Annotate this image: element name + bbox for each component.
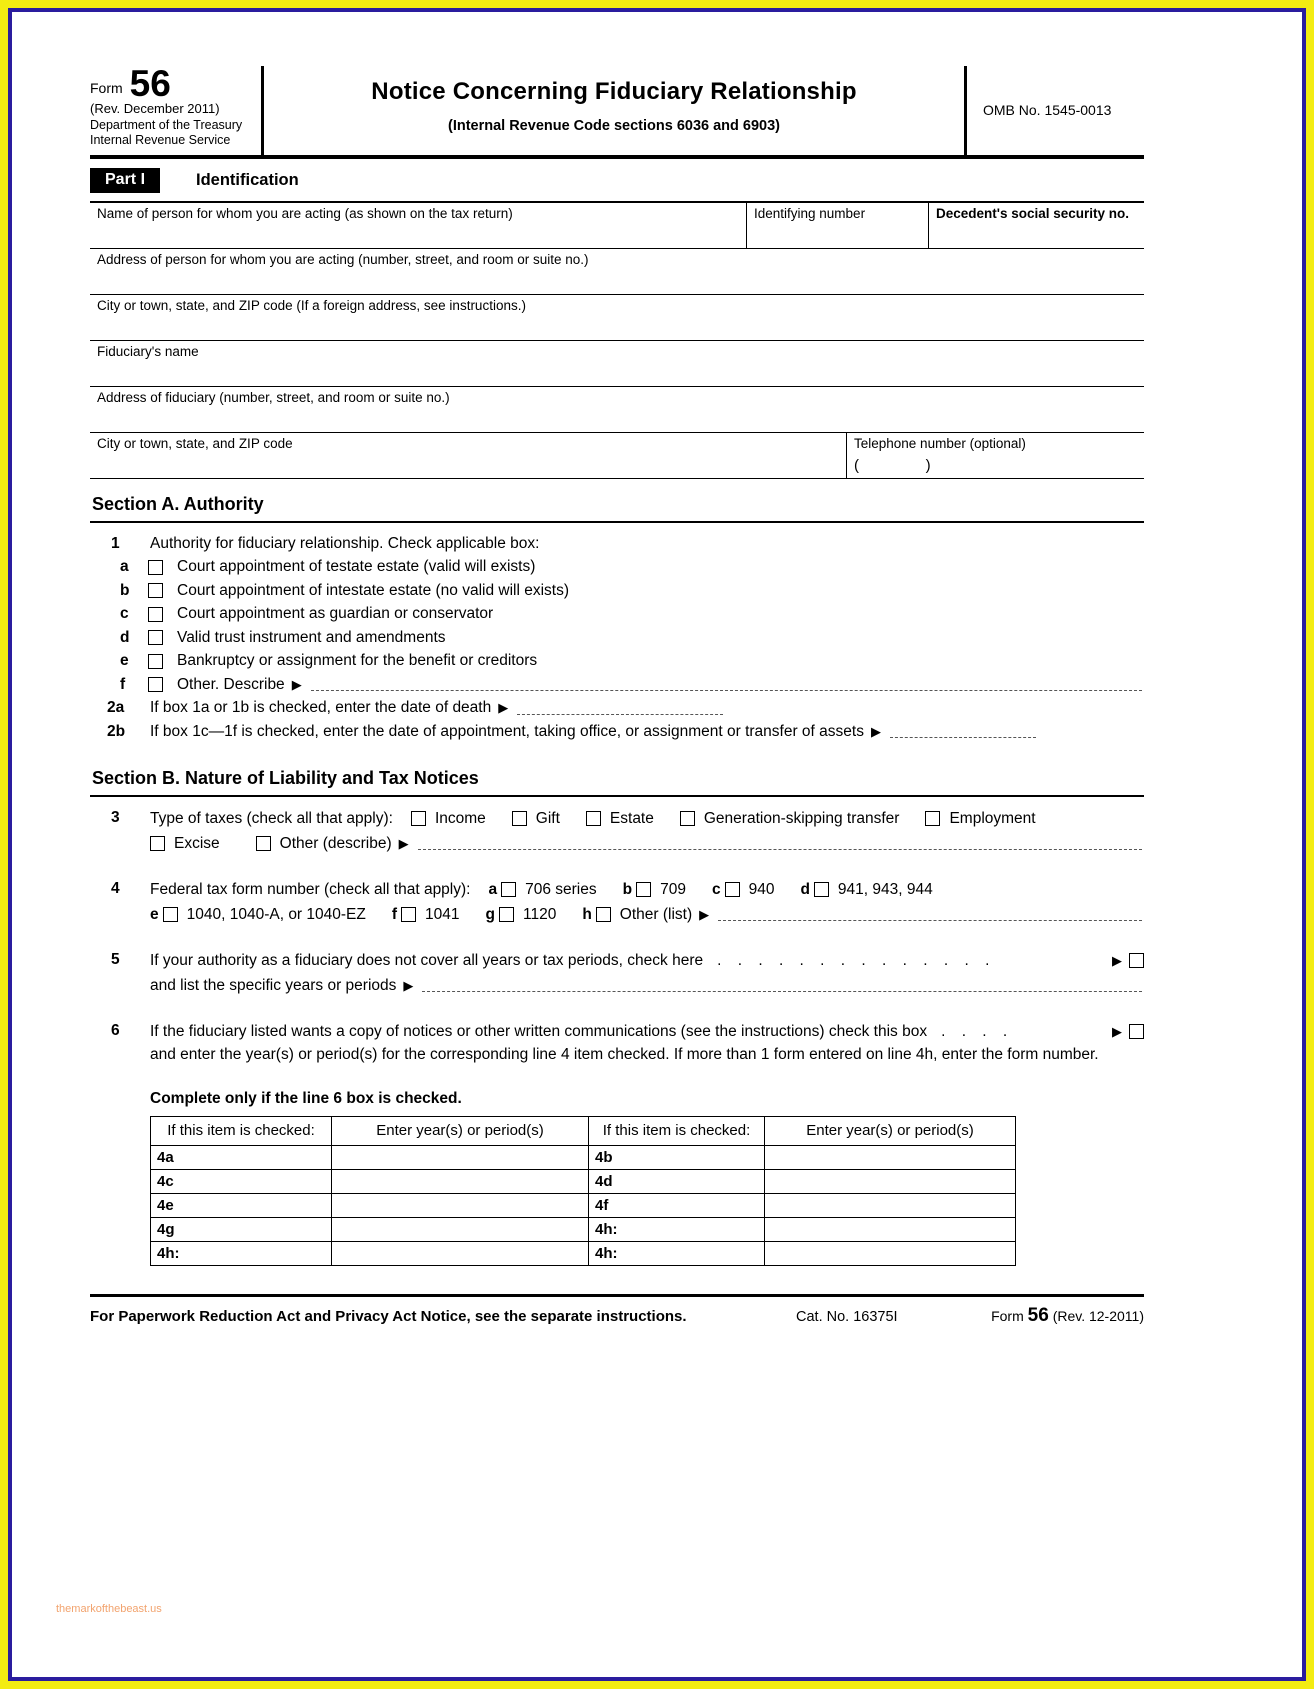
section-b-heading: Section B. Nature of Liability and Tax Notices — [90, 753, 1144, 797]
form-letter-e: e — [150, 906, 159, 924]
option-letter-b: b — [120, 581, 130, 599]
line-4 — [90, 877, 1144, 927]
line-6-number: 6 — [111, 1022, 120, 1040]
tax-option-income — [411, 806, 486, 831]
line-2b — [90, 720, 1144, 744]
table-caption: Complete only if the line 6 box is checked. — [150, 1090, 462, 1108]
form-label-a: 706 series — [525, 881, 597, 899]
part1-header — [90, 168, 1144, 193]
form-title-block — [264, 66, 964, 155]
authority-option-c — [90, 602, 1144, 626]
checkbox-estate[interactable] — [586, 811, 601, 826]
section-b-body — [90, 797, 1144, 1266]
identifying-number-field[interactable] — [746, 203, 928, 248]
watermark: themarkofthebeast.us — [56, 1603, 162, 1615]
table-header-row — [151, 1117, 1016, 1146]
id-row-3 — [90, 295, 1144, 341]
telephone-label: Telephone number (optional) — [854, 435, 1026, 451]
form-subtitle: (Internal Revenue Code sections 6036 and 6903) — [447, 118, 780, 134]
footer-form-number: 56 — [1027, 1305, 1049, 1327]
service-label: Internal Revenue Service — [90, 133, 231, 148]
table-row — [151, 1170, 1016, 1194]
item-cell-4h: 4h: — [589, 1218, 765, 1242]
tax-label-estate: Estate — [609, 810, 654, 828]
form-letter-g: g — [485, 906, 495, 924]
line-1-text: Authority for fiduciary relationship. Check applicable box: — [150, 534, 540, 552]
line-4-number: 4 — [111, 880, 120, 898]
item-cell-4c: 4c — [151, 1170, 332, 1194]
form-footer — [90, 1294, 1144, 1327]
item-cell-4d: 4d — [589, 1170, 765, 1194]
line-2a — [90, 696, 1144, 720]
table-row — [151, 1242, 1016, 1266]
form-sheet — [8, 8, 1306, 1681]
tax-option-excise — [150, 831, 220, 856]
form-number-line — [90, 63, 257, 104]
identification-grid — [90, 201, 1144, 479]
tax-label-other: Other (describe) — [279, 835, 392, 853]
decedent-ssn-label: Decedent's social security no. — [936, 205, 1130, 221]
line-2a-text: If box 1a or 1b is checked, enter the date of death — [150, 699, 492, 717]
line-4-label: Federal tax form number (check all that apply): — [150, 881, 471, 899]
line-5-row-1 — [150, 948, 1144, 973]
authority-option-d — [90, 626, 1144, 650]
years-periods-entry[interactable] — [422, 979, 1142, 992]
form-number: 56 — [129, 63, 171, 104]
other-form-entry[interactable] — [718, 908, 1142, 921]
form-letter-d: d — [800, 881, 810, 899]
checkbox-1b[interactable] — [148, 583, 163, 598]
tax-type-row-1 — [150, 806, 1144, 831]
line-5-text2: and list the specific years or periods — [150, 977, 397, 995]
tax-label-gst: Generation-skipping transfer — [703, 810, 900, 828]
line-1 — [90, 532, 1144, 556]
form-number-row-1 — [150, 877, 1144, 902]
year-entry-cell[interactable] — [332, 1146, 589, 1170]
option-label-f: Other. Describe — [177, 675, 285, 693]
form-letter-c: c — [711, 881, 721, 899]
checkbox-4f[interactable] — [401, 907, 416, 922]
line6-table — [150, 1116, 1016, 1266]
line-6-row-1 — [150, 1019, 1144, 1044]
fiduciary-name-label: Fiduciary's name — [97, 343, 199, 359]
authority-option-a — [90, 555, 1144, 579]
form-option-g — [486, 902, 557, 927]
option-letter-e: e — [120, 652, 129, 670]
form-letter-a: a — [488, 881, 498, 899]
item-cell-4g: 4g — [151, 1218, 332, 1242]
dot-leader: . . . . . . . . . . . . . . — [717, 952, 996, 970]
form-option-f — [392, 902, 460, 927]
form-option-e — [150, 902, 366, 927]
arrow-icon: ▶ — [398, 836, 409, 852]
checkbox-line5[interactable] — [1129, 953, 1144, 968]
year-entry-cell[interactable] — [765, 1218, 1016, 1242]
checkbox-4e[interactable] — [163, 907, 178, 922]
id-row-6 — [90, 433, 1144, 479]
line-3-body — [150, 806, 1144, 856]
table-row — [151, 1146, 1016, 1170]
checkbox-1f[interactable] — [148, 677, 163, 692]
id-row-2 — [90, 249, 1144, 295]
form-option-b — [623, 877, 686, 902]
line-1-number: 1 — [111, 534, 120, 552]
option-letter-a: a — [120, 558, 129, 576]
checkbox-4c[interactable] — [725, 882, 740, 897]
line-2b-text: If box 1c—1f is checked, enter the date of appointment, taking office, or assignment or transfer of assets — [150, 722, 864, 740]
line-6-text2: and enter the year(s) or period(s) for the corresponding line 4 item checked. If more than 1 form entered on line 4h, enter the form number. — [150, 1046, 1099, 1064]
form-option-a — [488, 877, 596, 902]
year-entry-cell[interactable] — [332, 1194, 589, 1218]
footer-form-word: Form — [991, 1308, 1024, 1325]
tax-option-gst — [680, 806, 900, 831]
checkbox-1d[interactable] — [148, 630, 163, 645]
date-of-death-entry[interactable] — [517, 702, 723, 715]
arrow-icon: ▶ — [291, 676, 302, 692]
table-row — [151, 1194, 1016, 1218]
option-label-b: Court appointment of intestate estate (no valid will exists) — [177, 581, 569, 599]
line-5-text: If your authority as a fiduciary does not cover all years or tax periods, check here — [150, 952, 704, 970]
authority-option-e — [90, 649, 1144, 673]
item-cell-4a: 4a — [151, 1146, 332, 1170]
omb-block — [964, 66, 1144, 155]
form-number-row-2 — [150, 902, 1144, 927]
table-row — [151, 1218, 1016, 1242]
form-option-c — [712, 877, 775, 902]
year-entry-cell[interactable] — [765, 1146, 1016, 1170]
id-row-4 — [90, 341, 1144, 387]
form-label-e: 1040, 1040-A, or 1040-EZ — [186, 906, 366, 924]
telephone-parens: ( ) — [854, 456, 931, 474]
tax-type-row-2 — [150, 831, 1144, 856]
form-word: Form — [90, 80, 123, 97]
tax-label-excise: Excise — [174, 835, 220, 853]
table-header: Enter year(s) or period(s) — [332, 1117, 589, 1146]
line-2b-number: 2b — [107, 722, 126, 740]
fiduciary-address-label: Address of fiduciary (number, street, and room or suite no.) — [97, 389, 450, 405]
form-revision: (Rev. December 2011) — [90, 101, 220, 117]
form-id-block — [90, 63, 264, 155]
dot-leader: . . . . — [941, 1023, 1014, 1041]
other-tax-entry[interactable] — [418, 837, 1142, 850]
form-letter-h: h — [582, 906, 592, 924]
checkbox-4a[interactable] — [501, 882, 516, 897]
table-header: If this item is checked: — [151, 1117, 332, 1146]
tax-option-estate — [586, 806, 654, 831]
tax-label-income: Income — [434, 810, 486, 828]
form-label-d: 941, 943, 944 — [837, 881, 933, 899]
fiduciary-city-field[interactable] — [90, 433, 846, 478]
checkbox-other-describe[interactable] — [256, 836, 271, 851]
option-letter-f: f — [120, 675, 126, 693]
line-6-body — [150, 1019, 1144, 1066]
line-3-label: Type of taxes (check all that apply): — [150, 810, 393, 828]
address-field[interactable] — [90, 249, 1144, 294]
checkbox-4d[interactable] — [814, 882, 829, 897]
other-describe-entry[interactable] — [311, 678, 1142, 691]
form-label-h: Other (list) — [619, 906, 693, 924]
checkbox-1e[interactable] — [148, 654, 163, 669]
item-cell-4e: 4e — [151, 1194, 332, 1218]
option-letter-c: c — [120, 605, 129, 623]
part1-badge: Part I — [90, 168, 160, 193]
tax-option-employment — [925, 806, 1035, 831]
arrow-icon: ▶ — [498, 700, 509, 716]
form-option-d — [800, 877, 932, 902]
fiduciary-name-field[interactable] — [90, 341, 1144, 386]
section-a-body — [90, 523, 1144, 744]
year-entry-cell[interactable] — [332, 1242, 589, 1266]
checkbox-4b[interactable] — [636, 882, 651, 897]
year-entry-cell[interactable] — [332, 1218, 589, 1242]
checkbox-gift[interactable] — [512, 811, 527, 826]
paperwork-notice: For Paperwork Reduction Act and Privacy Act Notice, see the separate instructions. — [90, 1308, 687, 1326]
telephone-field[interactable] — [846, 433, 1144, 478]
year-entry-cell[interactable] — [332, 1170, 589, 1194]
form-label-f: 1041 — [425, 906, 460, 924]
line-3-number: 3 — [111, 809, 120, 827]
line-5-body — [150, 948, 1144, 998]
id-row-5 — [90, 387, 1144, 433]
catalog-number: Cat. No. 16375I — [796, 1309, 898, 1326]
address-label: Address of person for whom you are acting (number, street, and room or suite no.) — [97, 251, 589, 267]
city-state-zip-label: City or town, state, and ZIP code (If a foreign address, see instructions.) — [97, 297, 526, 313]
footer-revision: (Rev. 12-2011) — [1052, 1308, 1144, 1325]
tax-label-gift: Gift — [535, 810, 560, 828]
line-5-number: 5 — [111, 951, 120, 969]
form-header — [90, 63, 1144, 159]
checkbox-4g[interactable] — [499, 907, 514, 922]
arrow-icon: ▶ — [1112, 953, 1122, 969]
tax-label-employment: Employment — [949, 810, 1036, 828]
fiduciary-address-field[interactable] — [90, 387, 1144, 432]
checkbox-generation-skipping[interactable] — [680, 811, 695, 826]
form-letter-f: f — [391, 906, 398, 924]
checkbox-line6[interactable] — [1129, 1024, 1144, 1039]
year-entry-cell[interactable] — [765, 1242, 1016, 1266]
name-field[interactable] — [90, 203, 746, 248]
table-header: Enter year(s) or period(s) — [765, 1117, 1016, 1146]
line-4-body — [150, 877, 1144, 927]
checkbox-excise[interactable] — [150, 836, 165, 851]
authority-option-b — [90, 579, 1144, 603]
section-a-heading: Section A. Authority — [90, 479, 1144, 523]
line-3 — [90, 806, 1144, 856]
checkbox-income[interactable] — [411, 811, 426, 826]
form-reference — [991, 1305, 1144, 1327]
form-label-g: 1120 — [522, 906, 557, 924]
option-label-a: Court appointment of testate estate (valid will exists) — [177, 558, 536, 576]
line-2a-number: 2a — [107, 699, 125, 717]
form-content — [90, 63, 1144, 1327]
item-cell-4h: 4h: — [151, 1242, 332, 1266]
checkbox-employment[interactable] — [925, 811, 940, 826]
line-5-row-2 — [150, 973, 1144, 998]
checkbox-4h[interactable] — [596, 907, 611, 922]
line-6 — [90, 1019, 1144, 1066]
name-label: Name of person for whom you are acting (as shown on the tax return) — [97, 205, 513, 221]
omb-number: OMB No. 1545-0013 — [983, 102, 1112, 119]
form-label-b: 709 — [660, 881, 686, 899]
form-option-h — [582, 902, 692, 927]
line-5 — [90, 948, 1144, 998]
table-header: If this item is checked: — [589, 1117, 765, 1146]
department-label: Department of the Treasury — [90, 117, 243, 132]
option-label-d: Valid trust instrument and amendments — [177, 628, 446, 646]
id-row-1 — [90, 203, 1144, 249]
date-of-appointment-entry[interactable] — [890, 725, 1036, 738]
option-label-c: Court appointment as guardian or conservator — [177, 605, 494, 623]
option-label-e: Bankruptcy or assignment for the benefit or creditors — [177, 652, 538, 670]
arrow-icon: ▶ — [1112, 1024, 1122, 1040]
line-6-text: If the fiduciary listed wants a copy of notices or other written communications (see the instructions) check this box — [150, 1023, 928, 1041]
arrow-icon: ▶ — [870, 723, 881, 739]
checkbox-1c[interactable] — [148, 607, 163, 622]
arrow-icon: ▶ — [699, 907, 710, 923]
form-label-c: 940 — [748, 881, 775, 899]
city-state-zip-field[interactable] — [90, 295, 1144, 340]
item-cell-4f: 4f — [589, 1194, 765, 1218]
form-letter-b: b — [622, 881, 633, 899]
option-letter-d: d — [120, 628, 130, 646]
item-cell-4h: 4h: — [589, 1242, 765, 1266]
authority-option-f — [90, 673, 1144, 697]
year-entry-cell[interactable] — [765, 1170, 1016, 1194]
tax-option-gift — [512, 806, 560, 831]
checkbox-1a[interactable] — [148, 560, 163, 575]
fiduciary-city-label: City or town, state, and ZIP code — [97, 435, 293, 451]
identifying-number-label: Identifying number — [754, 205, 866, 221]
item-cell-4b: 4b — [589, 1146, 765, 1170]
form-title: Notice Concerning Fiduciary Relationship — [371, 78, 857, 105]
year-entry-cell[interactable] — [765, 1194, 1016, 1218]
arrow-icon: ▶ — [403, 978, 414, 994]
part1-title: Identification — [196, 170, 299, 189]
tax-option-other — [256, 831, 392, 856]
decedent-ssn-field[interactable] — [928, 203, 1144, 248]
